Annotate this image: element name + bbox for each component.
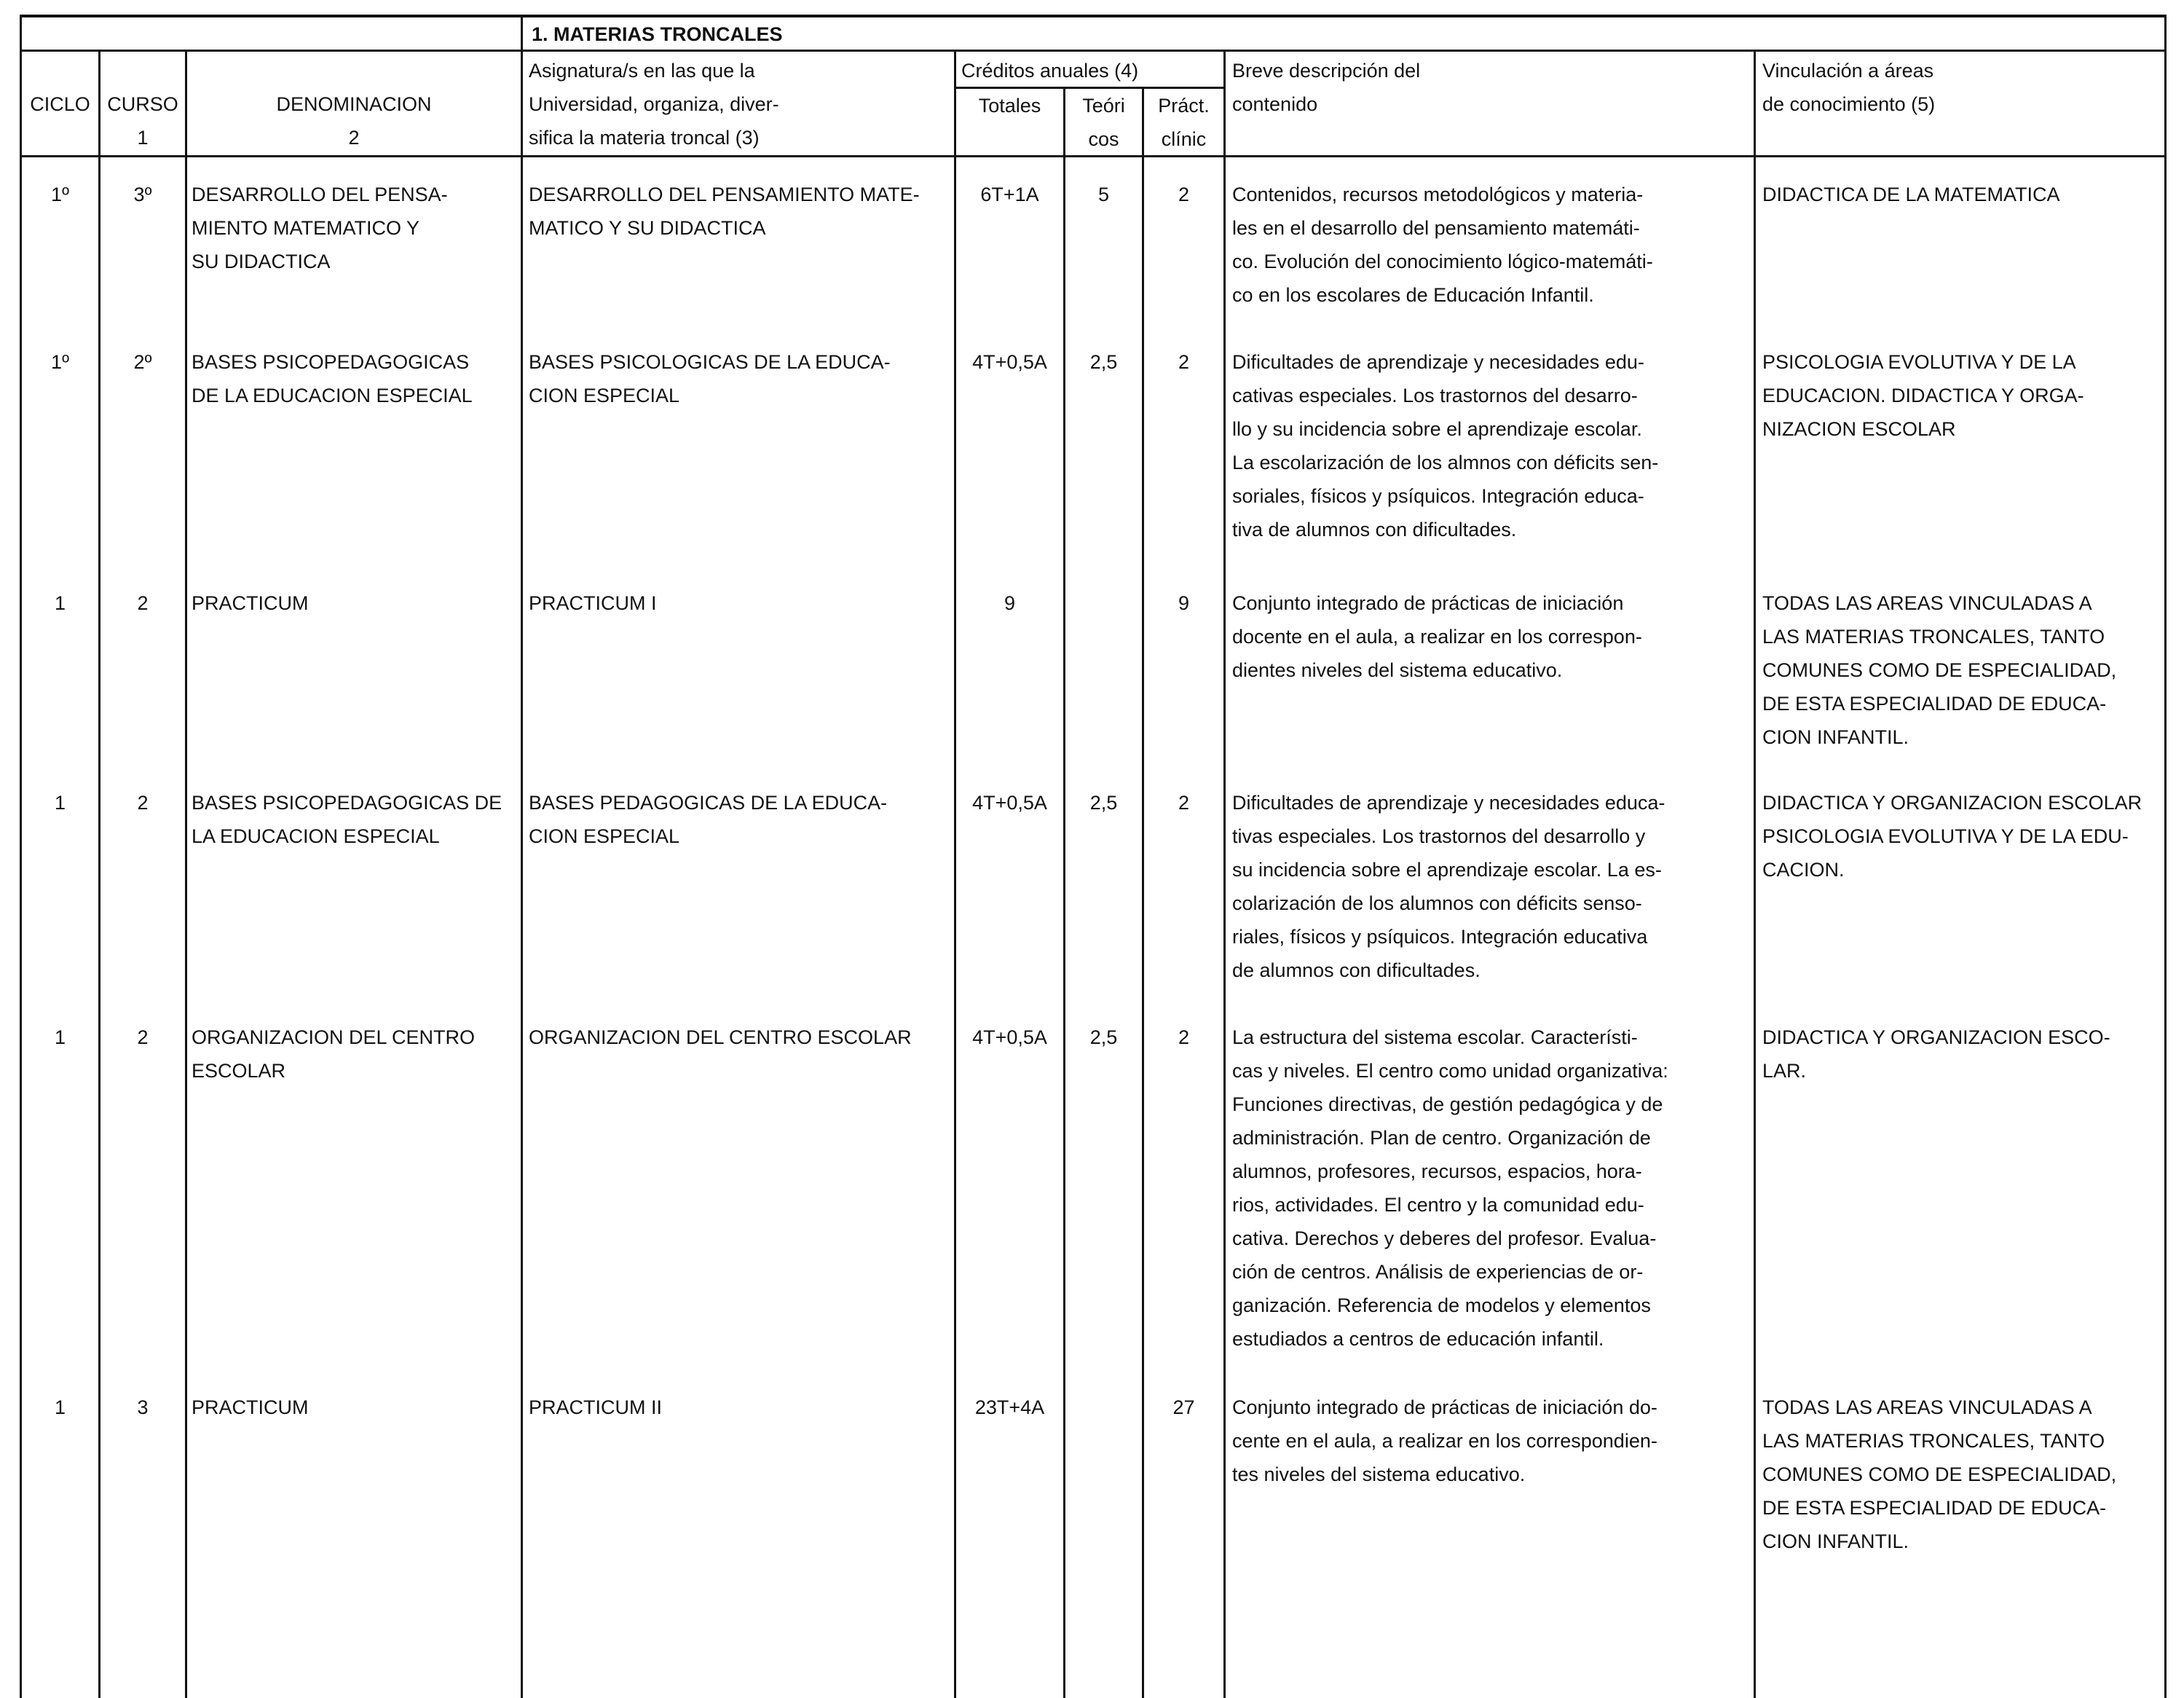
row-6-ciclo: 1: [54, 1396, 66, 1418]
table-title: 1. MATERIAS TRONCALES: [532, 23, 783, 45]
row-5-descripcion: La estructura del sistema escolar. Característi- cas y niveles. El centro como unidad organizativa: Funciones directivas, de gestión pedagógica y de administración. Plan de centro. Organización de alumnos, profesores, recursos, espacios, hora- rios, actividades. El centro y la comunidad edu- cativa. Derechos y deberes del profesor. Evalua- ción de centros. Análisis de experiencias de or- ganización. Referencia de modelos y elementos estudiados a centros de educación infantil.: [1232, 1026, 1668, 1350]
header-descripcion: Breve descripción del contenido: [1232, 60, 1421, 115]
col-divider-totales: [1063, 87, 1065, 1698]
row-5-ciclo: 1: [54, 1026, 66, 1048]
row-1-teoricos: 5: [1097, 184, 1110, 205]
row-4-descripcion: Dificultades de aprendizaje y necesidades educa- tivas especiales. Los trastornos del desarrollo y su incidencia sobre el aprendizaje escolar. La es- colarización de los alumnos con déficits senso- riales, físicos y psíquicos. Integración educativa de alumnos con dificultades.: [1232, 792, 1665, 981]
header-curso: CURSO 1: [107, 93, 178, 149]
row-6-denominacion: PRACTICUM: [192, 1396, 309, 1418]
row-1-asignatura: DESARROLLO DEL PENSAMIENTO MATE- MATICO Y SU DIDACTICA: [529, 184, 920, 239]
row-3-curso: 2: [137, 592, 149, 614]
row-3-asignatura: PRACTICUM I: [529, 592, 657, 614]
row-4-ciclo: 1: [54, 792, 66, 814]
row-1-vinculacion: DIDACTICA DE LA MATEMATICA: [1762, 184, 2060, 205]
row-1-ciclo: 1º: [51, 184, 69, 205]
title-left-divider: [521, 15, 523, 51]
row-5-teoricos: 2,5: [1089, 1026, 1118, 1048]
row-4-asignatura: BASES PEDAGOGICAS DE LA EDUCA- CION ESPECIAL: [529, 792, 888, 847]
row-1-descripcion: Contenidos, recursos metodológicos y materia- les en el desarrollo del pensamiento matemáti- co. Evolución del conocimiento lógico-matemáti- co en los escolares de Educación Infantil.: [1232, 184, 1653, 306]
row-2-curso: 2º: [133, 351, 152, 373]
row-1-denominacion: DESARROLLO DEL PENSA- MIENTO MATEMATICO Y SU DIDACTICA: [192, 184, 448, 272]
row-1-totales: 6T+1A: [980, 184, 1039, 205]
row-4-practicos: 2: [1178, 792, 1190, 814]
col-divider-descripcion: [1754, 51, 1756, 1698]
col-divider-denominacion: [521, 51, 523, 1698]
row-6-asignatura: PRACTICUM II: [529, 1396, 663, 1418]
col-divider-curso: [185, 51, 187, 1698]
row-6-vinculacion: TODAS LAS AREAS VINCULADAS A LAS MATERIAS TRONCALES, TANTO COMUNES COMO DE ESPECIALIDAD, DE ESTA ESPECIALIDAD DE EDUCA- CION INFANTIL.: [1762, 1396, 2117, 1552]
row-1-practicos: 2: [1178, 184, 1190, 205]
header-ciclo: CICLO: [30, 93, 90, 115]
col-divider-teoricos: [1142, 87, 1144, 1698]
row-4-curso: 2: [137, 792, 149, 814]
header-practicos: Práct. clínic: [1158, 95, 1210, 150]
row-2-totales: 4T+0,5A: [972, 351, 1047, 373]
row-5-practicos: 2: [1178, 1026, 1190, 1048]
row-6-curso: 3: [137, 1396, 149, 1418]
row-1-curso: 3º: [133, 184, 152, 205]
col-divider-ciclo: [98, 51, 100, 1698]
header-asignatura: Asignatura/s en las que la Universidad, organiza, diver- sifica la materia troncal (3): [529, 60, 779, 149]
row-4-totales: 4T+0,5A: [972, 792, 1047, 814]
row-2-descripcion: Dificultades de aprendizaje y necesidades edu- cativas especiales. Los trastornos del desarro- llo y su incidencia sobre el aprendizaje escolar. La escolarización de los almnos con déficits sen- soriales, físicos y psíquicos. Integración educa- tiva de alumnos con dificultades.: [1232, 351, 1659, 541]
row-2-vinculacion: PSICOLOGIA EVOLUTIVA Y DE LA EDUCACION. DIDACTICA Y ORGA- NIZACION ESCOLAR: [1762, 351, 2084, 440]
row-2-asignatura: BASES PSICOLOGICAS DE LA EDUCA- CION ESPECIAL: [529, 351, 891, 406]
row-3-ciclo: 1: [54, 592, 66, 614]
row-3-practicos: 9: [1178, 592, 1190, 614]
row-2-denominacion: BASES PSICOPEDAGOGICAS DE LA EDUCACION ESPECIAL: [192, 351, 473, 406]
row-5-vinculacion: DIDACTICA Y ORGANIZACION ESCO- LAR.: [1762, 1026, 2110, 1082]
row-2-teoricos: 2,5: [1089, 351, 1118, 373]
header-creditos: Créditos anuales (4): [961, 60, 1139, 82]
row-2-practicos: 2: [1178, 351, 1190, 373]
row-4-vinculacion: DIDACTICA Y ORGANIZACION ESCOLAR PSICOLOGIA EVOLUTIVA Y DE LA EDU- CACION.: [1762, 792, 2142, 881]
row-3-totales: 9: [1004, 592, 1016, 614]
row-5-curso: 2: [137, 1026, 149, 1048]
row-6-practicos: 27: [1172, 1396, 1195, 1418]
row-5-totales: 4T+0,5A: [972, 1026, 1047, 1048]
row-5-asignatura: ORGANIZACION DEL CENTRO ESCOLAR: [529, 1026, 912, 1048]
col-divider-asignatura: [954, 51, 956, 1698]
row-2-ciclo: 1º: [51, 351, 69, 373]
header-totales: Totales: [978, 95, 1041, 117]
header-denominacion: DENOMINACION 2: [276, 93, 432, 149]
header-vinculacion: Vinculación a áreas de conocimiento (5): [1762, 60, 1936, 115]
frame-left-border: [20, 15, 22, 1698]
col-divider-practicos: [1223, 51, 1226, 1698]
row-4-denominacion: BASES PSICOPEDAGOGICAS DE LA EDUCACION ESPECIAL: [192, 792, 502, 847]
row-6-descripcion: Conjunto integrado de prácticas de iniciación do- cente en el aula, a realizar en los correspondien- tes niveles del sistema educativo.: [1232, 1396, 1657, 1485]
row-4-teoricos: 2,5: [1089, 792, 1118, 814]
row-5-denominacion: ORGANIZACION DEL CENTRO ESCOLAR: [192, 1026, 476, 1082]
row-3-descripcion: Conjunto integrado de prácticas de iniciación docente en el aula, a realizar en los correspon- dientes niveles del sistema educativo.: [1232, 592, 1642, 681]
row-6-totales: 23T+4A: [974, 1396, 1045, 1418]
row-3-vinculacion: TODAS LAS AREAS VINCULADAS A LAS MATERIAS TRONCALES, TANTO COMUNES COMO DE ESPECIALIDAD, DE ESTA ESPECIALIDAD DE EDUCA- CION INFANTIL.: [1762, 592, 2117, 748]
row-3-denominacion: PRACTICUM: [192, 592, 309, 614]
header-teoricos: Teóri cos: [1082, 95, 1125, 150]
